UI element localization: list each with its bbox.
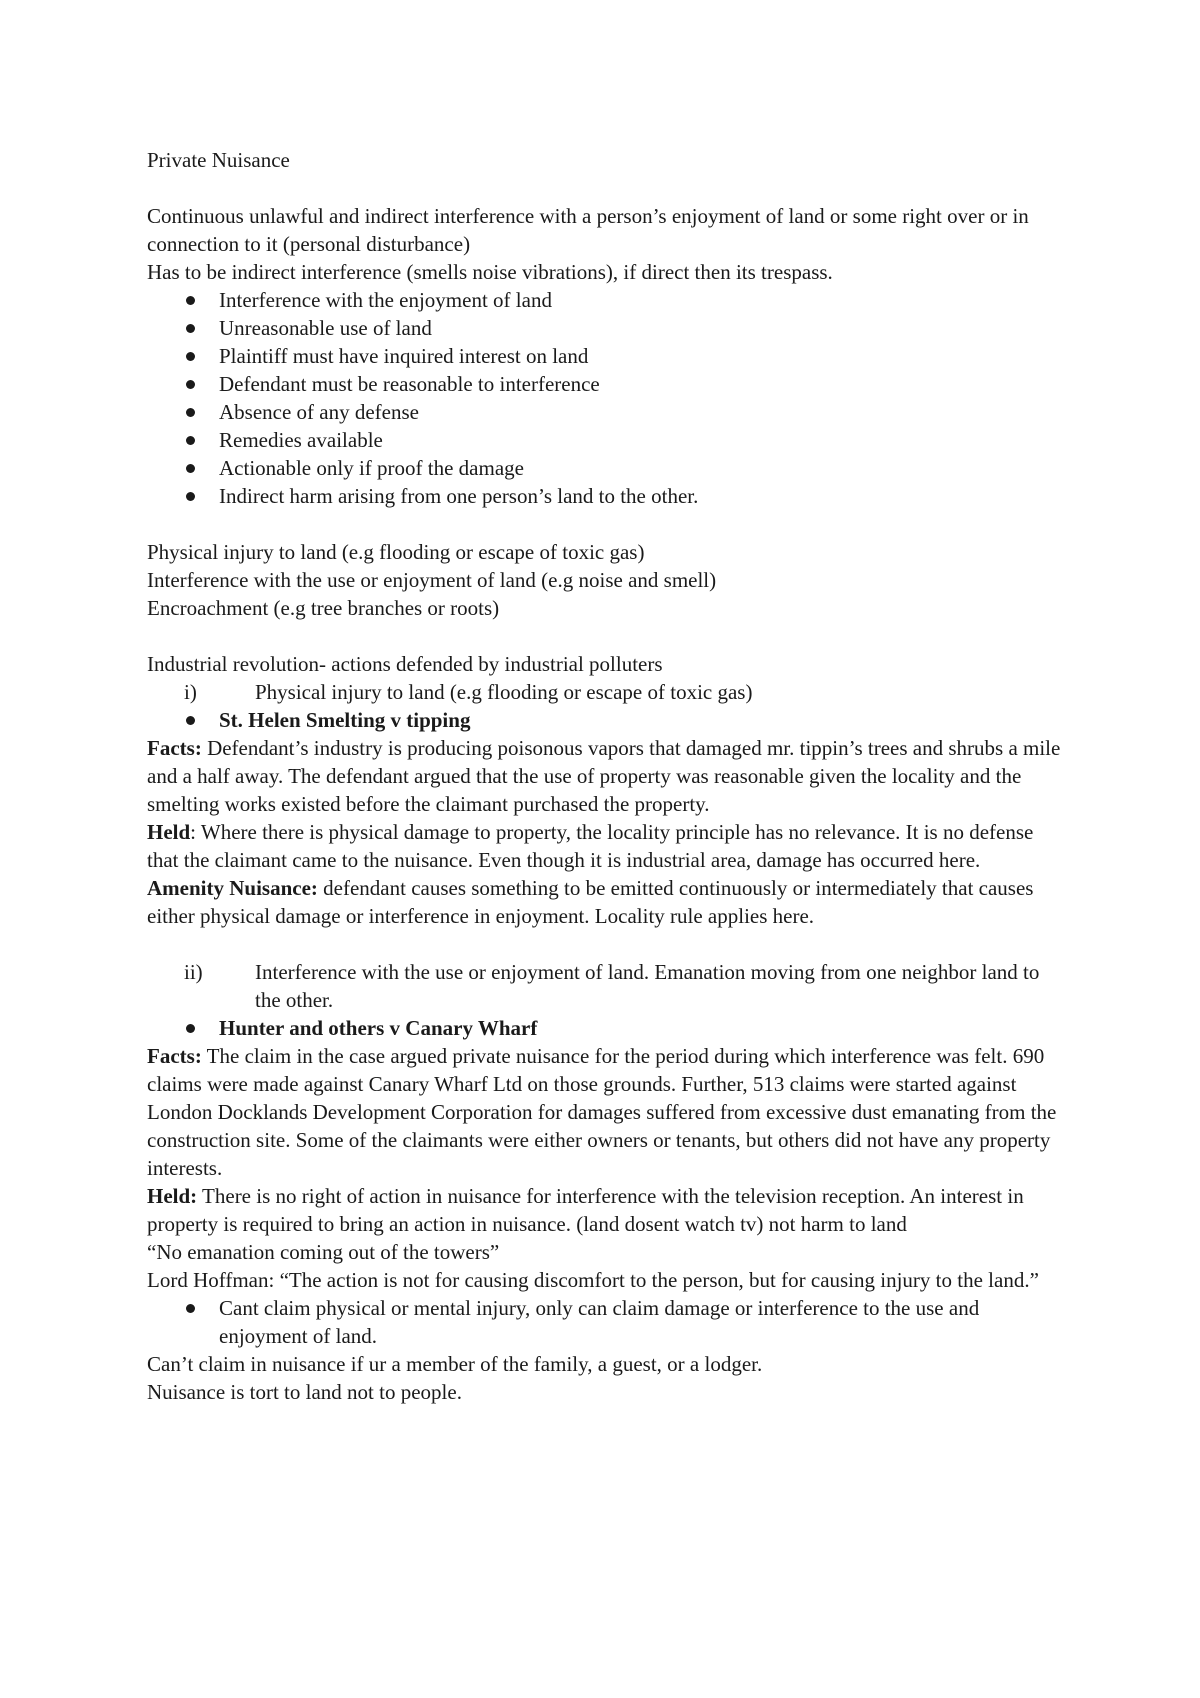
- list-item: Indirect harm arising from one person’s land to the other.: [147, 482, 1067, 510]
- bullet-icon: [186, 436, 195, 445]
- bullet-icon: [186, 1024, 195, 1033]
- amenity-paragraph: Amenity Nuisance: defendant causes something to be emitted continuously or intermediately that causes either physical damage or interference in enjoyment. Locality rule applies here.: [147, 876, 1034, 928]
- facts-paragraph: Facts: The claim in the case argued private nuisance for the period during which interference was felt. 690 claims were made against Canary Wharf Ltd on those grounds. Further, 513 claims were started against London Docklands Development Corporation for damages suffered from excessive dust emanating from the construction site. Some of the claimants were either owners or tenants, but others did not have any property interests.: [147, 1044, 1057, 1180]
- spacer: [147, 510, 1067, 538]
- case-list: [147, 1014, 1067, 1042]
- case-title: St. Helen Smelting v tipping: [147, 706, 1067, 734]
- list-item: Defendant must be reasonable to interference: [147, 370, 1067, 398]
- bullet-icon: [186, 324, 195, 333]
- family-line: Can’t claim in nuisance if ur a member of the family, a guest, or a lodger.: [147, 1352, 763, 1376]
- list-item: Plaintiff must have inquired interest on land: [147, 342, 1067, 370]
- quote-line: “No emanation coming out of the towers”: [147, 1240, 500, 1264]
- tort-line: Nuisance is tort to land not to people.: [147, 1380, 462, 1404]
- type-line: Physical injury to land (e.g flooding or escape of toxic gas): [147, 540, 645, 564]
- spacer: [147, 174, 1067, 202]
- list-item: Cant claim physical or mental injury, only can claim damage or interference to the use and enjoyment of land.: [147, 1294, 1067, 1350]
- held-paragraph: Held: Where there is physical damage to property, the locality principle has no relevance. It is no defense that the claimant came to the nuisance. Even though it is industrial area, damage has occurred here.: [147, 820, 1034, 872]
- hoffman-quote: Lord Hoffman: “The action is not for causing discomfort to the person, but for causing injury to the land.”: [147, 1268, 1039, 1292]
- document-body: [147, 146, 1067, 1406]
- elements-list: [147, 286, 1067, 510]
- spacer: [147, 930, 1067, 958]
- industrial-line: Industrial revolution- actions defended by industrial polluters: [147, 652, 663, 676]
- type-line: Interference with the use or enjoyment of land (e.g noise and smell): [147, 568, 717, 592]
- indirect-note: Has to be indirect interference (smells noise vibrations), if direct then its trespass.: [147, 260, 833, 284]
- facts-paragraph: Facts: Defendant’s industry is producing poisonous vapors that damaged mr. tippin’s trees and shrubs a mile and a half away. The defendant argued that the use of property was reasonable given the locality and the smelting works existed before the claimant purchased the property.: [147, 736, 1061, 816]
- list-item: Remedies available: [147, 426, 1067, 454]
- case-list: [147, 706, 1067, 734]
- section-1-heading: i) Physical injury to land (e.g flooding or escape of toxic gas): [184, 680, 753, 704]
- bullet-icon: [186, 716, 195, 725]
- document-title: Private Nuisance: [147, 148, 290, 172]
- list-item: Actionable only if proof the damage: [147, 454, 1067, 482]
- list-item: Interference with the enjoyment of land: [147, 286, 1067, 314]
- section-number: ii): [184, 960, 203, 984]
- section-number: i): [184, 680, 197, 704]
- definition-paragraph: Continuous unlawful and indirect interference with a person’s enjoyment of land or some right over or in connection to it (personal disturbance): [147, 204, 1029, 256]
- case-title: Hunter and others v Canary Wharf: [147, 1014, 1067, 1042]
- held-paragraph: Held: There is no right of action in nuisance for interference with the television reception. An interest in property is required to bring an action in nuisance. (land dosent watch tv) not harm to land: [147, 1184, 1024, 1236]
- bullet-icon: [186, 464, 195, 473]
- bullet-icon: [186, 492, 195, 501]
- list-item: Absence of any defense: [147, 398, 1067, 426]
- bullet-icon: [186, 296, 195, 305]
- bullet-icon: [186, 408, 195, 417]
- list-item: Unreasonable use of land: [147, 314, 1067, 342]
- bullet-icon: [186, 380, 195, 389]
- spacer: [147, 622, 1067, 650]
- section-2-heading: ii) Interference with the use or enjoyment of land. Emanation moving from one neighbor land to the other.: [184, 960, 1040, 1012]
- note-list: [147, 1294, 1067, 1350]
- type-line: Encroachment (e.g tree branches or roots): [147, 596, 500, 620]
- bullet-icon: [186, 1304, 195, 1313]
- bullet-icon: [186, 352, 195, 361]
